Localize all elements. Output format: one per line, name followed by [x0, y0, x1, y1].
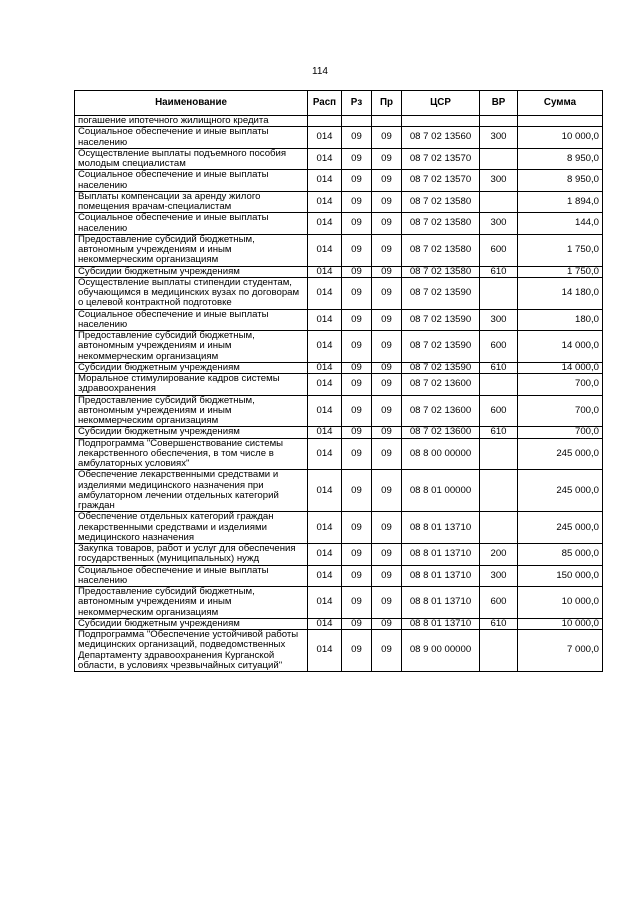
cell-pr: 09 [372, 565, 402, 587]
cell-rz: 09 [342, 470, 372, 512]
cell-rz: 09 [342, 127, 372, 149]
cell-vr: 300 [480, 127, 518, 149]
cell-csr: 08 8 01 13710 [402, 565, 480, 587]
cell-name: Социальное обеспечение и иные выплаты населению [75, 213, 308, 235]
cell-name: Моральное стимулирование кадров системы здравоохранения [75, 374, 308, 396]
cell-pr: 09 [372, 618, 402, 629]
cell-vr [480, 148, 518, 170]
cell-csr: 08 7 02 13600 [402, 395, 480, 427]
cell-rz [342, 116, 372, 127]
cell-csr: 08 8 01 13710 [402, 618, 480, 629]
cell-rasp: 014 [308, 438, 342, 470]
cell-sum: 144,0 [518, 213, 603, 235]
table-row [75, 544, 603, 566]
cell-sum: 14 000,0 [518, 331, 603, 363]
cell-vr: 610 [480, 362, 518, 373]
table-row [75, 116, 603, 127]
cell-rz: 09 [342, 374, 372, 396]
cell-name: Закупка товаров, работ и услуг для обеспечения государственных (муниципальных) нужд [75, 544, 308, 566]
cell-csr: 08 8 01 13710 [402, 544, 480, 566]
cell-name: Субсидии бюджетным учреждениям [75, 362, 308, 373]
cell-csr: 08 7 02 13570 [402, 148, 480, 170]
table-header-row [75, 91, 603, 116]
cell-sum: 700,0 [518, 427, 603, 438]
cell-rasp: 014 [308, 362, 342, 373]
cell-rz: 09 [342, 630, 372, 672]
table-row [75, 362, 603, 373]
cell-rasp: 014 [308, 127, 342, 149]
column-header-csr: ЦСР [402, 91, 480, 116]
cell-vr [480, 277, 518, 309]
cell-rasp: 014 [308, 587, 342, 619]
cell-sum: 8 950,0 [518, 148, 603, 170]
cell-pr: 09 [372, 374, 402, 396]
cell-pr: 09 [372, 309, 402, 331]
cell-rz: 09 [342, 148, 372, 170]
cell-pr: 09 [372, 213, 402, 235]
cell-rasp: 014 [308, 191, 342, 213]
table-row [75, 565, 603, 587]
cell-sum: 8 950,0 [518, 170, 603, 192]
cell-vr [480, 470, 518, 512]
cell-name: Предоставление субсидий бюджетным, автономным учреждениям и иным некоммерческим организациям [75, 395, 308, 427]
cell-name: Социальное обеспечение и иные выплаты населению [75, 127, 308, 149]
cell-rasp: 014 [308, 565, 342, 587]
cell-pr: 09 [372, 148, 402, 170]
table-row [75, 427, 603, 438]
cell-pr: 09 [372, 630, 402, 672]
column-header-rz: Рз [342, 91, 372, 116]
page-number: 114 [312, 66, 328, 77]
cell-vr: 610 [480, 427, 518, 438]
table-row [75, 630, 603, 672]
cell-rz: 09 [342, 587, 372, 619]
table-row [75, 438, 603, 470]
cell-rz: 09 [342, 266, 372, 277]
cell-vr [480, 438, 518, 470]
table-row [75, 395, 603, 427]
cell-sum: 14 180,0 [518, 277, 603, 309]
cell-sum: 10 000,0 [518, 618, 603, 629]
cell-sum: 10 000,0 [518, 587, 603, 619]
cell-rz: 09 [342, 618, 372, 629]
cell-vr: 600 [480, 587, 518, 619]
cell-pr: 09 [372, 331, 402, 363]
cell-rasp: 014 [308, 331, 342, 363]
cell-pr: 09 [372, 395, 402, 427]
cell-vr [480, 512, 518, 544]
column-header-vr: ВР [480, 91, 518, 116]
cell-csr: 08 8 01 00000 [402, 470, 480, 512]
cell-sum: 180,0 [518, 309, 603, 331]
table-row [75, 512, 603, 544]
budget-table [74, 90, 603, 672]
cell-name: Предоставление субсидий бюджетным, автономным учреждениям и иным некоммерческим организациям [75, 234, 308, 266]
cell-csr: 08 7 02 13580 [402, 191, 480, 213]
cell-rz: 09 [342, 331, 372, 363]
cell-pr: 09 [372, 544, 402, 566]
cell-rz: 09 [342, 427, 372, 438]
cell-name: Субсидии бюджетным учреждениям [75, 427, 308, 438]
column-header-sum: Сумма [518, 91, 603, 116]
cell-sum: 1 750,0 [518, 266, 603, 277]
table-row [75, 374, 603, 396]
cell-sum: 245 000,0 [518, 438, 603, 470]
cell-pr: 09 [372, 234, 402, 266]
table-row [75, 470, 603, 512]
cell-vr [480, 191, 518, 213]
cell-rasp [308, 116, 342, 127]
cell-rasp: 014 [308, 427, 342, 438]
cell-sum: 700,0 [518, 374, 603, 396]
cell-name: Предоставление субсидий бюджетным, автономным учреждениям и иным некоммерческим организациям [75, 331, 308, 363]
cell-vr: 300 [480, 213, 518, 235]
cell-pr: 09 [372, 277, 402, 309]
table-row [75, 148, 603, 170]
cell-name: Социальное обеспечение и иные выплаты населению [75, 170, 308, 192]
cell-csr: 08 8 01 13710 [402, 512, 480, 544]
cell-rasp: 014 [308, 234, 342, 266]
cell-vr [480, 630, 518, 672]
cell-pr: 09 [372, 266, 402, 277]
cell-rasp: 014 [308, 277, 342, 309]
cell-sum: 14 000,0 [518, 362, 603, 373]
cell-sum [518, 116, 603, 127]
cell-name: Социальное обеспечение и иные выплаты населению [75, 309, 308, 331]
cell-vr: 610 [480, 618, 518, 629]
cell-csr: 08 8 01 13710 [402, 587, 480, 619]
cell-vr: 600 [480, 331, 518, 363]
cell-csr: 08 7 02 13570 [402, 170, 480, 192]
cell-rasp: 014 [308, 618, 342, 629]
cell-rasp: 014 [308, 544, 342, 566]
cell-name: Обеспечение лекарственными средствами и изделиями медицинского назначения при амбулаторном лечении отдельных категорий граждан [75, 470, 308, 512]
cell-sum: 10 000,0 [518, 127, 603, 149]
table-row [75, 170, 603, 192]
cell-sum: 1 894,0 [518, 191, 603, 213]
column-header-name: Наименование [75, 91, 308, 116]
table-row [75, 266, 603, 277]
cell-sum: 245 000,0 [518, 512, 603, 544]
cell-rasp: 014 [308, 213, 342, 235]
cell-rz: 09 [342, 213, 372, 235]
cell-csr: 08 7 02 13590 [402, 277, 480, 309]
cell-rz: 09 [342, 277, 372, 309]
cell-rasp: 014 [308, 266, 342, 277]
cell-rasp: 014 [308, 512, 342, 544]
cell-rasp: 014 [308, 309, 342, 331]
cell-pr: 09 [372, 362, 402, 373]
cell-pr: 09 [372, 427, 402, 438]
cell-pr [372, 116, 402, 127]
cell-vr: 300 [480, 170, 518, 192]
cell-sum: 150 000,0 [518, 565, 603, 587]
cell-name: Осуществление выплаты стипендии студентам, обучающимся в медицинских вузах по договорам о целевой контрактной подготовке [75, 277, 308, 309]
cell-csr: 08 7 02 13560 [402, 127, 480, 149]
cell-rz: 09 [342, 170, 372, 192]
table-row [75, 587, 603, 619]
column-header-pr: Пр [372, 91, 402, 116]
cell-name: Подпрограмма "Обеспечение устойчивой работы медицинских организаций, подведомственных Департаменту здравоохранения Курганской области, в условиях чрезвычайных ситуаций" [75, 630, 308, 672]
table-row [75, 191, 603, 213]
cell-name: Предоставление субсидий бюджетным, автономным учреждениям и иным некоммерческим организациям [75, 587, 308, 619]
table-row [75, 309, 603, 331]
cell-pr: 09 [372, 512, 402, 544]
cell-sum: 85 000,0 [518, 544, 603, 566]
cell-name: Выплаты компенсации за аренду жилого помещения врачам-специалистам [75, 191, 308, 213]
cell-name: погашение ипотечного жилищного кредита [75, 116, 308, 127]
cell-sum: 1 750,0 [518, 234, 603, 266]
cell-csr: 08 7 02 13590 [402, 309, 480, 331]
cell-rz: 09 [342, 438, 372, 470]
cell-rz: 09 [342, 395, 372, 427]
cell-csr: 08 7 02 13590 [402, 331, 480, 363]
cell-name: Социальное обеспечение и иные выплаты населению [75, 565, 308, 587]
cell-csr: 08 7 02 13580 [402, 213, 480, 235]
cell-vr: 610 [480, 266, 518, 277]
table-row [75, 127, 603, 149]
cell-pr: 09 [372, 587, 402, 619]
cell-vr: 600 [480, 395, 518, 427]
cell-pr: 09 [372, 127, 402, 149]
table-row [75, 213, 603, 235]
cell-rz: 09 [342, 191, 372, 213]
cell-vr: 200 [480, 544, 518, 566]
cell-name: Подпрограмма "Совершенствование системы лекарственного обеспечения, в том числе в амбулаторных условиях" [75, 438, 308, 470]
table-row [75, 234, 603, 266]
cell-rz: 09 [342, 512, 372, 544]
column-header-rasp: Расп [308, 91, 342, 116]
cell-vr: 600 [480, 234, 518, 266]
cell-vr: 300 [480, 565, 518, 587]
table-row [75, 277, 603, 309]
cell-vr [480, 374, 518, 396]
table-row [75, 331, 603, 363]
cell-pr: 09 [372, 191, 402, 213]
cell-rasp: 014 [308, 170, 342, 192]
cell-rasp: 014 [308, 395, 342, 427]
cell-rasp: 014 [308, 470, 342, 512]
cell-name: Обеспечение отдельных категорий граждан лекарственными средствами и изделиями медицинского назначения [75, 512, 308, 544]
cell-csr: 08 7 02 13590 [402, 362, 480, 373]
cell-sum: 700,0 [518, 395, 603, 427]
cell-csr: 08 8 00 00000 [402, 438, 480, 470]
cell-csr: 08 7 02 13580 [402, 234, 480, 266]
cell-csr: 08 7 02 13580 [402, 266, 480, 277]
table-body [75, 116, 603, 672]
cell-name: Субсидии бюджетным учреждениям [75, 266, 308, 277]
cell-name: Осуществление выплаты подъемного пособия молодым специалистам [75, 148, 308, 170]
cell-sum: 245 000,0 [518, 470, 603, 512]
cell-rz: 09 [342, 565, 372, 587]
cell-rz: 09 [342, 544, 372, 566]
cell-csr: 08 7 02 13600 [402, 427, 480, 438]
cell-csr: 08 9 00 00000 [402, 630, 480, 672]
cell-vr: 300 [480, 309, 518, 331]
cell-rasp: 014 [308, 630, 342, 672]
cell-csr: 08 7 02 13600 [402, 374, 480, 396]
cell-rasp: 014 [308, 374, 342, 396]
cell-vr [480, 116, 518, 127]
cell-rasp: 014 [308, 148, 342, 170]
cell-pr: 09 [372, 438, 402, 470]
table-row [75, 618, 603, 629]
cell-sum: 7 000,0 [518, 630, 603, 672]
cell-pr: 09 [372, 470, 402, 512]
cell-pr: 09 [372, 170, 402, 192]
cell-name: Субсидии бюджетным учреждениям [75, 618, 308, 629]
cell-rz: 09 [342, 309, 372, 331]
cell-rz: 09 [342, 362, 372, 373]
cell-rz: 09 [342, 234, 372, 266]
cell-csr [402, 116, 480, 127]
